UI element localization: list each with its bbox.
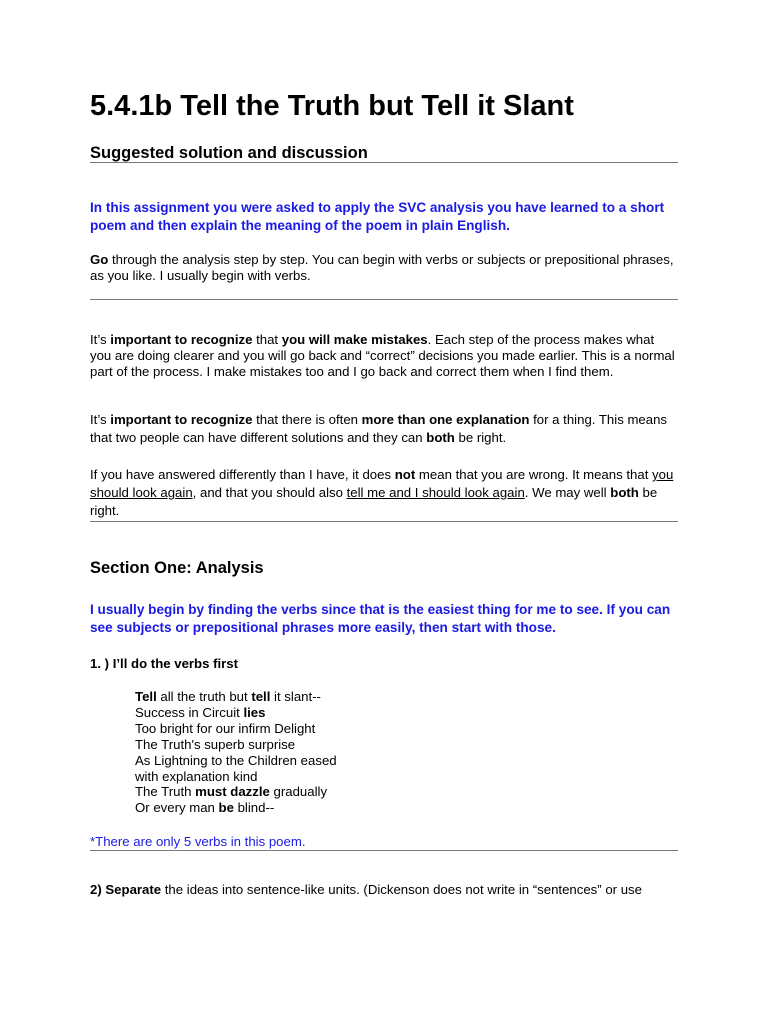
text-run: . Each step of the process makes what you are doing clearer and you will go back and “correct” decisions you made earlier. This is a normal part of the process. I make mistakes too and I go back and correct them when I find them. xyxy=(90,332,675,379)
divider xyxy=(90,162,678,163)
poem-line xyxy=(135,737,337,753)
bold-run: more than one explanation xyxy=(361,412,530,427)
poem-line xyxy=(135,784,337,800)
poem-line xyxy=(135,689,337,705)
go-paragraph xyxy=(90,252,678,284)
poem-line xyxy=(135,769,337,785)
poem-line xyxy=(135,721,337,737)
differently-paragraph xyxy=(90,466,678,520)
poem-line xyxy=(135,800,337,816)
step2-heading: 2) Separate xyxy=(90,882,162,897)
text-run: It’s xyxy=(90,332,111,347)
intro-paragraph: In this assignment you were asked to apply the SVC analysis you have learned to a short poem and then explain the meaning of the poem in plain English. xyxy=(90,200,665,233)
text-run: It’s xyxy=(90,412,111,427)
poem-line xyxy=(135,753,337,769)
bold-run: important to recognize xyxy=(110,412,253,427)
mistakes-paragraph xyxy=(90,332,678,380)
page-title: 5.4.1b Tell the Truth but Tell it Slant xyxy=(90,90,574,122)
bold-run: both xyxy=(610,485,639,500)
verb: must dazzle xyxy=(195,784,270,800)
text-run: Too bright for our infirm Delight xyxy=(135,720,316,736)
divider xyxy=(90,521,678,522)
text-run: The Truth's superb surprise xyxy=(135,736,296,752)
text-run: it slant-- xyxy=(270,689,321,704)
text-run: As Lightning to the Children eased xyxy=(135,752,337,768)
section-heading: Section One: Analysis xyxy=(90,559,264,577)
step2-text: the ideas into sentence-like units. (Dickenson does not write in “sentences” or use xyxy=(161,882,642,897)
step1-heading: 1. ) I’ll do the verbs first xyxy=(90,656,239,671)
underlined-run: tell me and I should look again xyxy=(346,485,525,500)
verb: lies xyxy=(243,704,266,720)
text-run: . We may well xyxy=(524,485,611,500)
text-run: , and that you should also xyxy=(192,485,347,500)
divider xyxy=(90,299,678,300)
bold-run: you will make mistakes xyxy=(281,332,428,347)
section-intro: I usually begin by finding the verbs since that is the easiest thing for me to see. If you can see subjects or prepositional phrases more easily, then start with those. xyxy=(90,602,671,635)
text-run: The Truth xyxy=(135,784,196,800)
text-run: be right. xyxy=(454,430,507,445)
page-subtitle: Suggested solution and discussion xyxy=(90,144,368,162)
text-run: with explanation kind xyxy=(135,768,258,784)
text-run: all the truth but xyxy=(156,689,252,704)
go-bold: Go xyxy=(90,252,109,267)
text-run: Success in Circuit xyxy=(135,704,244,720)
verb: be xyxy=(218,800,234,816)
poem-line xyxy=(135,705,337,721)
verb-note: *There are only 5 verbs in this poem. xyxy=(90,834,306,849)
text-run: gradually xyxy=(269,784,328,800)
step2-paragraph xyxy=(90,882,642,898)
explanation-paragraph xyxy=(90,411,678,447)
text-run: be right. xyxy=(90,485,658,518)
text-run: If you have answered differently than I have, it does xyxy=(90,467,395,482)
verb: tell xyxy=(251,689,271,704)
bold-run: not xyxy=(394,467,416,482)
divider xyxy=(90,850,678,851)
text-run: that xyxy=(252,332,282,347)
text-run: for a thing. This means that two people can have different solutions and they can xyxy=(90,412,668,445)
text-run: mean that you are wrong. It means that xyxy=(415,467,653,482)
text-run: blind-- xyxy=(233,800,275,816)
verb: Tell xyxy=(135,689,157,704)
poem xyxy=(135,689,337,816)
underlined-run: you should look again xyxy=(90,467,674,500)
text-run: Or every man xyxy=(135,800,219,816)
bold-run: both xyxy=(426,430,455,445)
go-text: through the analysis step by step. You can begin with verbs or subjects or prepositional phrases, as you like. I usually begin with verbs. xyxy=(90,252,674,283)
bold-run: important to recognize xyxy=(110,332,253,347)
text-run: that there is often xyxy=(252,412,362,427)
